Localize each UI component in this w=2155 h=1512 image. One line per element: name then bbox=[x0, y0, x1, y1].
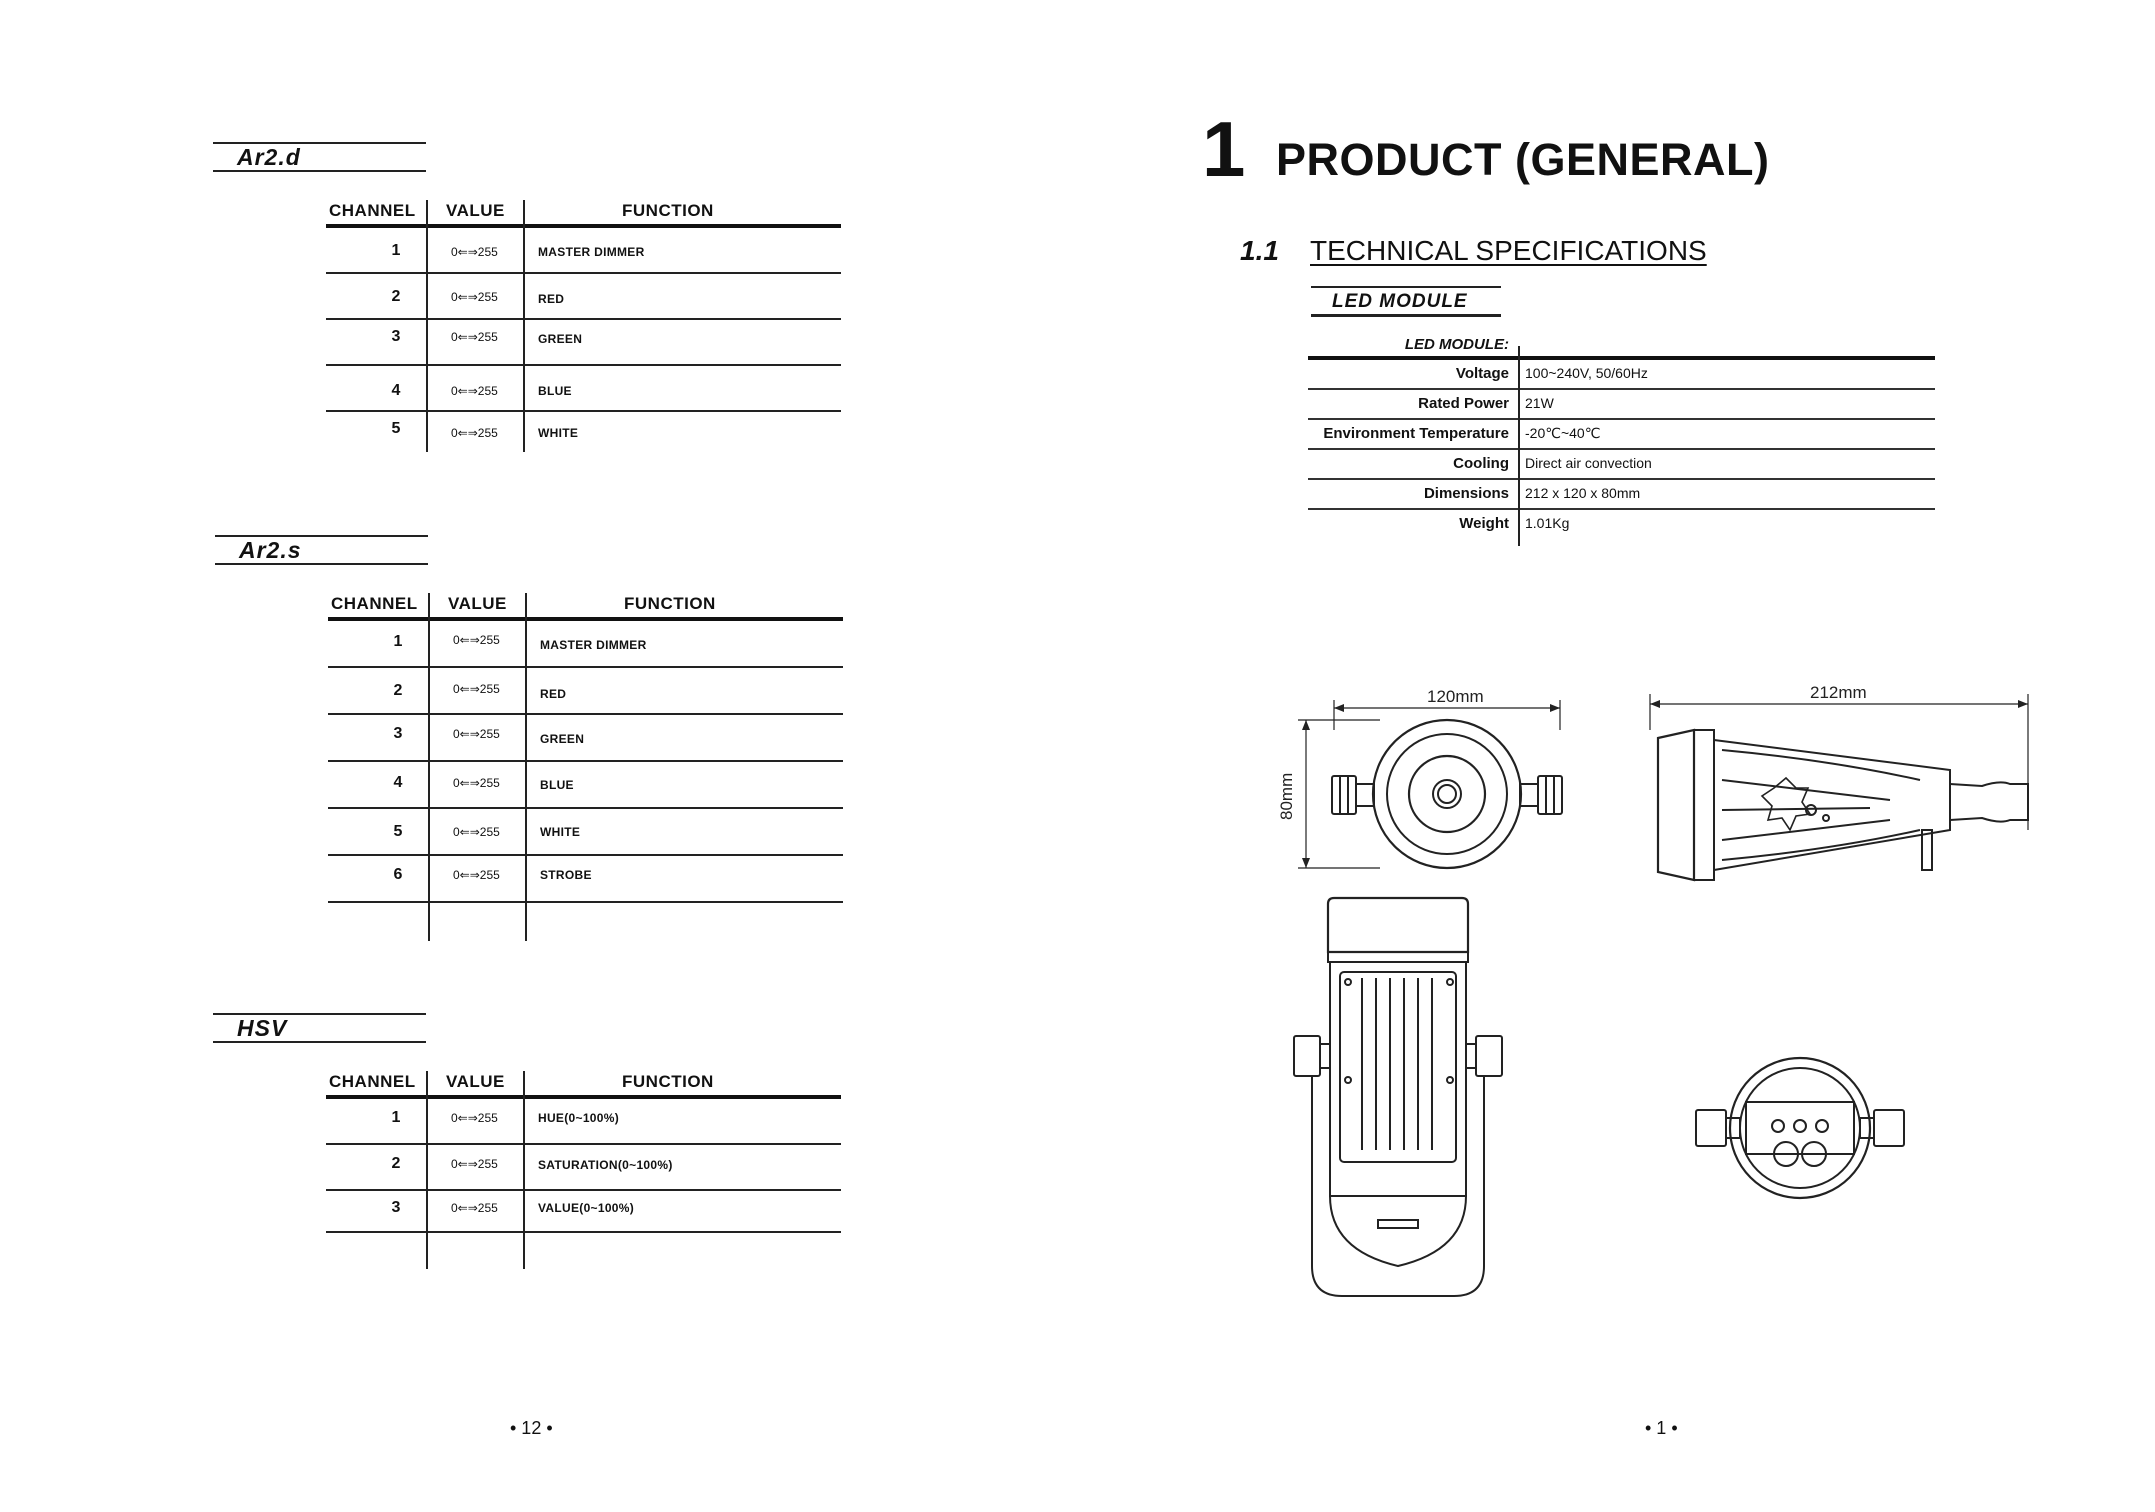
table-row bbox=[326, 1191, 841, 1233]
channel-number: 4 bbox=[393, 774, 403, 791]
function-name: STROBE bbox=[540, 868, 592, 882]
spec-value: 212 x 120 x 80mm bbox=[1525, 485, 1641, 501]
function-name: MASTER DIMMER bbox=[540, 638, 647, 652]
table-header bbox=[326, 1071, 841, 1099]
front-view-drawing bbox=[1277, 687, 1562, 868]
table-row bbox=[328, 903, 843, 945]
channel-number: 4 bbox=[391, 382, 401, 399]
channel-number: 3 bbox=[393, 725, 403, 742]
function-name: RED bbox=[540, 687, 567, 701]
spec-label: Rated Power bbox=[1418, 395, 1509, 412]
mode-title-text: HSV bbox=[237, 1015, 288, 1041]
value-range: 0⇐⇒255 bbox=[453, 682, 500, 696]
column-divider bbox=[428, 593, 430, 941]
value-range: 0⇐⇒255 bbox=[453, 776, 500, 790]
dmx-table-ar2s bbox=[328, 593, 843, 945]
spec-label: Cooling bbox=[1453, 455, 1509, 472]
dimension-width-label: 120mm bbox=[1427, 687, 1484, 706]
table-row bbox=[328, 809, 843, 856]
table-row bbox=[326, 1145, 841, 1191]
channel-number: 2 bbox=[391, 1155, 401, 1172]
channel-number: 2 bbox=[391, 288, 401, 305]
bottom-view-drawing bbox=[1696, 1058, 1904, 1198]
value-range: 0⇐⇒255 bbox=[451, 245, 498, 259]
module-box-title-text: LED MODULE bbox=[1332, 291, 1468, 312]
header-value: VALUE bbox=[446, 1072, 505, 1091]
function-name: SATURATION(0~100%) bbox=[538, 1158, 673, 1172]
header-function: FUNCTION bbox=[624, 594, 716, 613]
channel-number: 1 bbox=[393, 633, 403, 650]
table-row bbox=[326, 1099, 841, 1145]
table-row bbox=[328, 856, 843, 903]
channel-number: 5 bbox=[393, 823, 403, 840]
channel-number: 6 bbox=[393, 866, 403, 883]
function-name: HUE(0~100%) bbox=[538, 1111, 620, 1125]
function-name: GREEN bbox=[538, 332, 583, 346]
table-row bbox=[326, 320, 841, 366]
dimension-length-label: 212mm bbox=[1810, 683, 1867, 702]
header-channel: CHANNEL bbox=[329, 201, 416, 220]
value-range: 0⇐⇒255 bbox=[451, 1201, 498, 1215]
chapter-number: 1 bbox=[1202, 105, 1246, 193]
table-header bbox=[328, 593, 843, 621]
mode-title-ar2s bbox=[215, 535, 428, 565]
channel-number: 2 bbox=[393, 682, 403, 699]
header-channel: CHANNEL bbox=[329, 1072, 416, 1091]
dmx-table-hsv bbox=[326, 1071, 841, 1275]
page-number-left: • 12 • bbox=[510, 1418, 553, 1438]
spec-row-weight bbox=[1308, 510, 1935, 538]
column-divider bbox=[525, 593, 527, 941]
spec-rows bbox=[1308, 360, 1935, 538]
rear-view-drawing bbox=[1294, 898, 1502, 1296]
table-row bbox=[328, 668, 843, 715]
mode-title-text: Ar2.s bbox=[239, 537, 302, 563]
spec-value: Direct air convection bbox=[1525, 455, 1652, 471]
table-row bbox=[328, 762, 843, 809]
spec-value: 1.01Kg bbox=[1525, 515, 1570, 531]
table-row bbox=[326, 366, 841, 412]
table-row bbox=[328, 621, 843, 668]
table-row bbox=[326, 274, 841, 320]
module-box-title bbox=[1311, 286, 1501, 317]
table-row bbox=[326, 1233, 841, 1275]
spec-label: Voltage bbox=[1455, 365, 1509, 382]
value-range: 0⇐⇒255 bbox=[451, 1157, 498, 1171]
value-range: 0⇐⇒255 bbox=[453, 868, 500, 882]
function-name: BLUE bbox=[540, 778, 574, 792]
value-range: 0⇐⇒255 bbox=[453, 825, 500, 839]
value-range: 0⇐⇒255 bbox=[453, 633, 500, 647]
value-range: 0⇐⇒255 bbox=[451, 426, 498, 440]
spec-label: Dimensions bbox=[1423, 485, 1509, 502]
value-range: 0⇐⇒255 bbox=[453, 727, 500, 741]
channel-number: 3 bbox=[391, 1199, 401, 1216]
side-view-drawing bbox=[1650, 683, 2028, 880]
value-range: 0⇐⇒255 bbox=[451, 1111, 498, 1125]
function-name: RED bbox=[538, 292, 565, 306]
header-channel: CHANNEL bbox=[331, 594, 418, 613]
spec-value: -20℃~40℃ bbox=[1525, 425, 1601, 441]
function-name: VALUE(0~100%) bbox=[538, 1201, 635, 1215]
mode-title-hsv bbox=[213, 1013, 426, 1043]
column-divider bbox=[523, 200, 525, 452]
spec-row-environment-temperature bbox=[1308, 420, 1935, 450]
dimension-height-label: 80mm bbox=[1277, 772, 1296, 820]
table-header bbox=[326, 200, 841, 228]
function-name: WHITE bbox=[538, 426, 579, 440]
spec-label: Weight bbox=[1459, 515, 1509, 532]
spec-label: Environment Temperature bbox=[1323, 425, 1509, 442]
technical-drawings bbox=[1270, 680, 2050, 1320]
value-range: 0⇐⇒255 bbox=[451, 330, 498, 344]
function-name: BLUE bbox=[538, 384, 572, 398]
table-row bbox=[326, 412, 841, 456]
spec-table-header: LED MODULE: bbox=[1404, 336, 1509, 353]
channel-number: 1 bbox=[391, 242, 401, 259]
column-divider bbox=[426, 200, 428, 452]
spec-row-rated-power bbox=[1308, 390, 1935, 420]
dmx-table-ar2d bbox=[326, 200, 841, 456]
header-function: FUNCTION bbox=[622, 201, 714, 220]
column-divider bbox=[523, 1071, 525, 1269]
channel-number: 1 bbox=[391, 1109, 401, 1126]
header-value: VALUE bbox=[446, 201, 505, 220]
section-number: 1.1 bbox=[1240, 235, 1279, 266]
spec-value: 100~240V, 50/60Hz bbox=[1525, 365, 1648, 381]
mode-title-ar2d bbox=[213, 142, 426, 172]
chapter-title: PRODUCT (GENERAL) bbox=[1276, 134, 1770, 185]
function-name: WHITE bbox=[540, 825, 581, 839]
section-title: TECHNICAL SPECIFICATIONS bbox=[1310, 235, 1707, 266]
table-row bbox=[326, 228, 841, 274]
header-function: FUNCTION bbox=[622, 1072, 714, 1091]
function-name: GREEN bbox=[540, 732, 585, 746]
channel-number: 5 bbox=[391, 420, 401, 437]
spec-row-dimensions bbox=[1308, 480, 1935, 510]
table-row bbox=[328, 715, 843, 762]
spec-row-voltage bbox=[1308, 360, 1935, 390]
value-range: 0⇐⇒255 bbox=[451, 384, 498, 398]
value-range: 0⇐⇒255 bbox=[451, 290, 498, 304]
spec-row-cooling bbox=[1308, 450, 1935, 480]
function-name: MASTER DIMMER bbox=[538, 245, 645, 259]
column-divider bbox=[426, 1071, 428, 1269]
page-number-right: • 1 • bbox=[1645, 1418, 1678, 1438]
mode-title-text: Ar2.d bbox=[237, 144, 301, 170]
header-value: VALUE bbox=[448, 594, 507, 613]
spec-value: 21W bbox=[1525, 395, 1554, 411]
spec-column-divider bbox=[1518, 346, 1520, 546]
channel-number: 3 bbox=[391, 328, 401, 345]
